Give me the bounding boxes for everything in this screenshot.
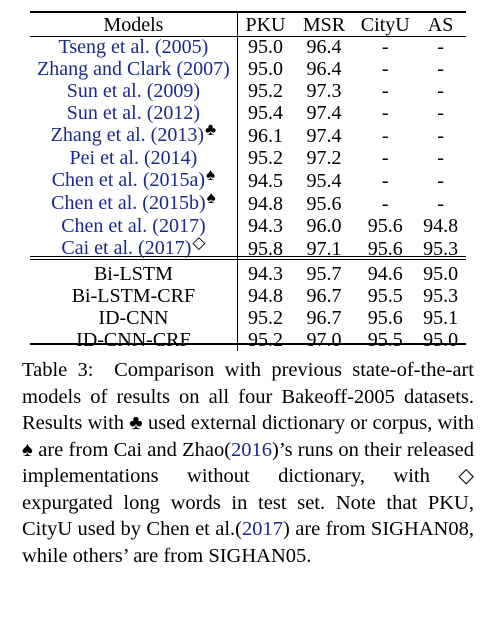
model-citation[interactable]: Zhang and Clark (2007) (30, 58, 237, 80)
model-citation[interactable]: Sun et al. (2009) (30, 80, 237, 102)
msr-score: 95.4 (306, 169, 342, 192)
cityu-score: 95.6 (367, 215, 403, 237)
cityu-score: - (381, 147, 389, 169)
cityu-score: - (381, 169, 389, 192)
msr-score: 97.2 (306, 147, 342, 169)
model-citation[interactable]: Zhang et al. (2013)♣ (30, 124, 237, 147)
cityu-score: 94.6 (367, 263, 403, 285)
table-row (30, 237, 466, 260)
pku-score: 95.2 (247, 80, 283, 102)
citation-author[interactable]: Chen et al. (51, 192, 138, 214)
table-row (30, 169, 466, 192)
cityu-score: - (381, 192, 389, 215)
msr-score: 97.1 (306, 237, 342, 260)
msr-score: 97.4 (306, 124, 342, 147)
cityu-score: - (381, 102, 389, 124)
citation-year[interactable]: 2014 (150, 147, 191, 169)
caption-text-1: Comparison with previous state-of-the-art models of results on all four Bakeoff-2005 datasets. Results with (22, 359, 475, 434)
table-row (30, 58, 466, 80)
citation-year[interactable]: 2012 (153, 102, 194, 124)
col-header-models: Models (30, 13, 237, 36)
table-row (30, 329, 466, 351)
cityu-score: 95.5 (367, 329, 403, 351)
col-header-pku: PKU (245, 13, 286, 36)
pku-score: 94.3 (247, 215, 283, 237)
as-score: - (437, 192, 444, 215)
citation-year[interactable]: 2013 (157, 124, 198, 146)
model-citation[interactable]: Sun et al. (2012) (30, 102, 237, 124)
caption-text-2: used external dictionary or corpus, with (142, 412, 474, 434)
msr-score: 96.4 (306, 36, 342, 58)
cityu-score: - (381, 58, 389, 80)
caption-text-3: are from Cai and Zhao( (33, 438, 232, 461)
msr-score: 97.0 (306, 329, 342, 351)
msr-score: 96.4 (306, 58, 342, 80)
as-score: - (437, 36, 444, 58)
model-name: Bi-LSTM-CRF (30, 285, 237, 307)
table-row (30, 102, 466, 124)
spade-icon: ♠ (22, 438, 33, 461)
model-citation[interactable]: Tseng et al. (2005) (30, 36, 237, 58)
model-name: ID-CNN (30, 307, 237, 329)
citation-year[interactable]: 2017 (158, 215, 199, 237)
model-name: Bi-LSTM (30, 260, 237, 285)
table-row (30, 285, 466, 307)
pku-score: 95.2 (247, 147, 283, 169)
results-table (30, 13, 466, 351)
model-name: ID-CNN-CRF (30, 329, 237, 351)
citation-author[interactable]: Zhang et al. (50, 124, 146, 146)
table-row (30, 192, 466, 215)
cityu-score: 95.6 (367, 237, 403, 260)
as-score: - (437, 147, 444, 169)
as-score: 95.0 (423, 263, 459, 285)
citation-year[interactable]: 2017 (144, 237, 185, 259)
msr-score: 96.7 (306, 285, 342, 307)
spade-icon: ♠ (206, 165, 216, 184)
pku-score: 94.5 (247, 169, 283, 192)
table-row (30, 147, 466, 169)
pku-score: 95.8 (247, 237, 283, 260)
citation-year[interactable]: 2015a (149, 169, 199, 191)
as-score: - (437, 80, 444, 102)
pku-score: 95.0 (247, 58, 283, 80)
diamond-icon: ◇ (192, 233, 206, 252)
as-score: 94.8 (423, 215, 459, 237)
caption-text-5: expurgated long words in test set. Note that PKU, CityU used by Chen et al.( (22, 491, 474, 540)
citation-link-2016[interactable]: 2016 (231, 438, 273, 461)
msr-score: 97.3 (306, 80, 342, 102)
club-icon: ♣ (129, 412, 143, 434)
citation-author[interactable]: Zhang and Clark (37, 58, 172, 80)
caption-text-4: )’s runs on their released implementations without dictionary, with (22, 438, 474, 487)
msr-score: 96.7 (306, 307, 342, 329)
table-row (30, 124, 466, 147)
citation-link-2017[interactable]: 2017 (242, 518, 284, 540)
pku-score: 96.1 (247, 124, 283, 147)
col-header-cityu: CityU (360, 13, 410, 36)
as-score: - (437, 58, 444, 80)
model-citation[interactable]: Chen et al. (2015a)♠ (30, 169, 237, 192)
citation-year[interactable]: 2005 (161, 36, 202, 58)
cityu-score: 95.5 (367, 285, 403, 307)
citation-author[interactable]: Chen et al. (61, 215, 148, 237)
cityu-score: - (381, 80, 389, 102)
caption-label: Table 3: (22, 359, 94, 381)
table-header-row (30, 13, 466, 36)
spade-icon: ♠ (206, 188, 216, 207)
as-score: 95.1 (423, 307, 459, 329)
msr-score: 97.4 (306, 102, 342, 124)
cited-models-group (30, 36, 466, 260)
table-row (30, 260, 466, 285)
table-caption (22, 357, 474, 569)
cityu-score: - (381, 36, 389, 58)
msr-score: 95.6 (306, 192, 342, 215)
pku-score: 94.8 (247, 285, 283, 307)
diamond-icon: ◇ (458, 465, 474, 487)
citation-author[interactable]: Sun et al. (66, 102, 142, 124)
pku-score: 95.4 (247, 102, 283, 124)
pku-score: 95.0 (247, 36, 283, 58)
model-citation[interactable]: Chen et al. (2015b)♠ (30, 192, 237, 215)
as-score: - (437, 124, 444, 147)
msr-score: 96.0 (306, 215, 342, 237)
msr-score: 95.7 (306, 263, 342, 285)
citation-author[interactable]: Sun et al. (66, 80, 142, 102)
as-score: - (437, 102, 444, 124)
col-header-as: AS (427, 13, 454, 36)
table-row (30, 307, 466, 329)
table-row (30, 80, 466, 102)
citation-author[interactable]: Cai et al. (61, 237, 134, 259)
citation-year[interactable]: 2009 (153, 80, 194, 102)
pku-score: 94.3 (247, 263, 283, 285)
citation-author[interactable]: Pei et al. (69, 147, 139, 169)
col-header-msr: MSR (302, 13, 346, 36)
as-score: 95.0 (423, 329, 459, 351)
as-score: - (437, 169, 444, 192)
cityu-score: 95.6 (367, 307, 403, 329)
model-citation[interactable]: Chen et al. (2017) (30, 215, 237, 237)
model-citation[interactable]: Pei et al. (2014) (30, 147, 237, 169)
pku-score: 95.2 (247, 307, 283, 329)
pku-score: 94.8 (247, 192, 283, 215)
model-citation[interactable]: Cai et al. (2017)◇ (30, 237, 237, 260)
our-models-group (30, 260, 466, 351)
citation-year[interactable]: 2015b (148, 192, 199, 214)
as-score: 95.3 (423, 237, 459, 260)
citation-author[interactable]: Tseng et al. (58, 36, 150, 58)
citation-author[interactable]: Chen et al. (51, 169, 138, 191)
pku-score: 95.2 (247, 329, 283, 351)
table-row (30, 215, 466, 237)
citation-year[interactable]: 2007 (183, 58, 224, 80)
cityu-score: - (381, 124, 389, 147)
table-row (30, 36, 466, 58)
club-icon: ♣ (204, 120, 217, 139)
as-score: 95.3 (423, 285, 459, 307)
caption-text-6: ) are from SIGHAN08, while others’ are from SIGHAN05. (22, 518, 474, 567)
